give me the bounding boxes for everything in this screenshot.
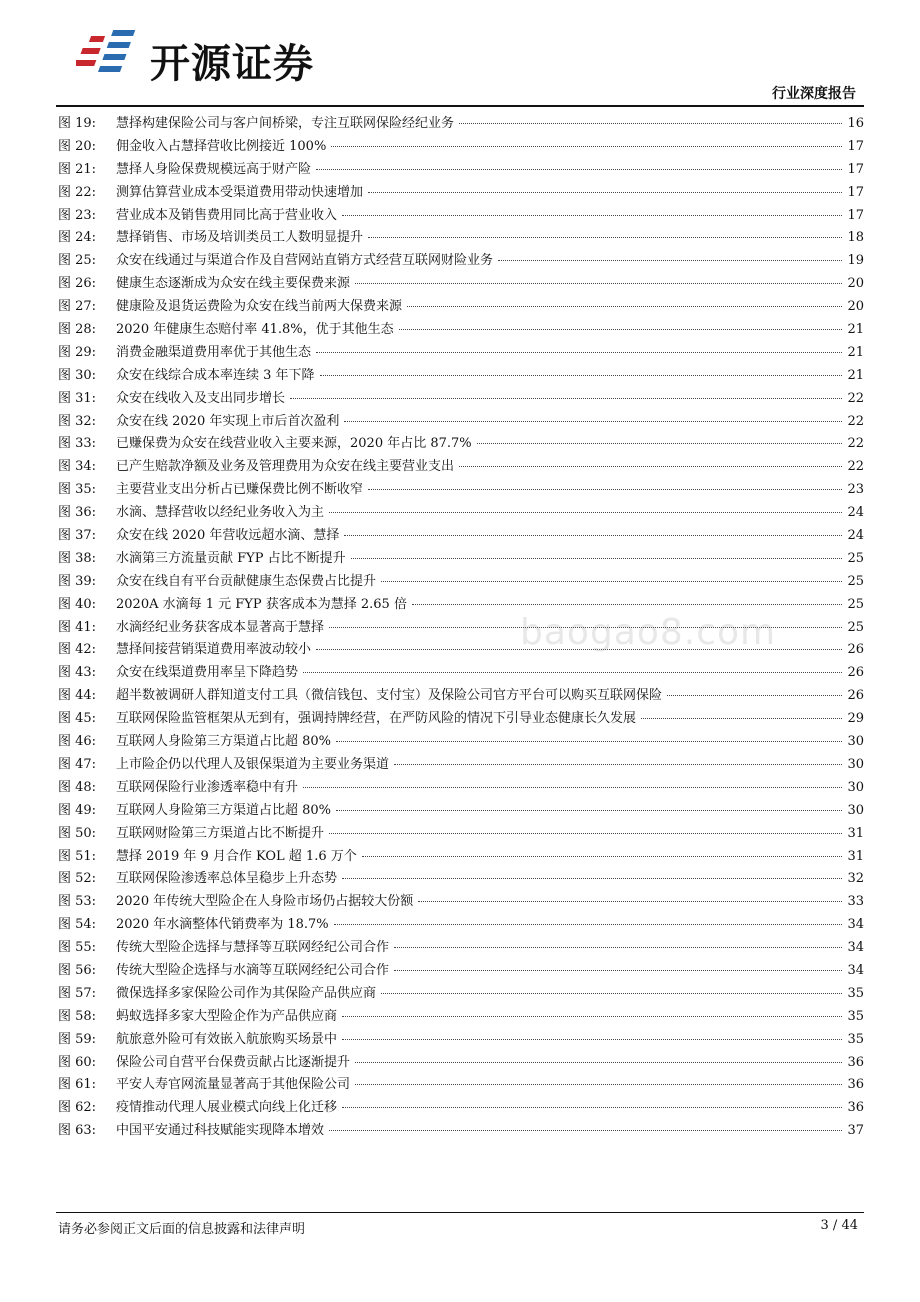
figure-label: 图 61: <box>58 1077 97 1093</box>
brand-logo <box>76 28 376 87</box>
dot-leader <box>394 764 842 765</box>
figure-page-number: 26 <box>847 688 864 704</box>
toc-entry[interactable] <box>58 891 864 914</box>
figure-label: 图 45: <box>58 711 97 727</box>
figure-label: 图 56: <box>58 962 97 978</box>
figure-title: 互联网保险监管框架从无到有，强调持牌经营，在严防风险的情况下引导业态健康长久发展 <box>116 711 637 727</box>
figure-title: 蚂蚁选择多家大型险企作为产品供应商 <box>116 1008 338 1024</box>
toc-entry[interactable] <box>58 296 864 319</box>
toc-entry[interactable] <box>58 182 864 205</box>
figure-label: 图 25: <box>58 253 97 269</box>
figure-title: 慧择构建保险公司与客户间桥梁，专注互联网保险经纪业务 <box>116 116 455 131</box>
dot-leader <box>355 1084 842 1085</box>
dot-leader <box>342 878 842 879</box>
figure-title: 消费金融渠道费用率优于其他生态 <box>116 344 312 360</box>
figure-title: 水滴、慧择营收以经纪业务收入为主 <box>116 505 325 521</box>
figure-title: 慧择销售、市场及培训类员工人数明显提升 <box>116 230 364 246</box>
dot-leader <box>344 535 842 536</box>
toc-entry[interactable] <box>58 1120 864 1143</box>
figure-title: 互联网人身险第三方渠道占比超 80% <box>116 734 332 750</box>
figure-label: 图 48: <box>58 779 97 795</box>
figure-title: 已赚保费为众安在线营业收入主要来源，2020 年占比 87.7% <box>116 436 472 452</box>
toc-entry[interactable] <box>58 960 864 983</box>
figure-label: 图 32: <box>58 413 97 429</box>
footer-divider <box>56 1212 864 1213</box>
figure-title: 水滴第三方流量贡献 FYP 占比不断提升 <box>116 550 346 566</box>
figure-page-number: 31 <box>847 848 864 864</box>
toc-entry[interactable] <box>58 227 864 250</box>
dot-leader <box>316 169 842 170</box>
toc-entry[interactable] <box>58 113 864 136</box>
dot-leader <box>351 558 843 559</box>
figure-title: 2020 年健康生态赔付率 41.8%，优于其他生态 <box>116 322 394 338</box>
toc-entry[interactable] <box>58 388 864 411</box>
dot-leader <box>368 237 842 238</box>
toc-entry[interactable] <box>58 548 864 571</box>
figure-title: 测算估算营业成本受渠道费用带动快速增加 <box>116 184 364 200</box>
figure-page-number: 17 <box>847 161 864 177</box>
figure-page-number: 20 <box>847 276 864 292</box>
figure-label: 图 24: <box>58 230 97 246</box>
dot-leader <box>394 970 842 971</box>
brand-name: 开源证券 <box>150 41 314 87</box>
figure-label: 图 62: <box>58 1100 97 1116</box>
toc-entry[interactable] <box>58 502 864 525</box>
dot-leader <box>381 993 842 994</box>
figure-label: 图 40: <box>58 596 97 612</box>
figure-page-number: 22 <box>847 436 864 452</box>
dot-leader <box>498 260 842 261</box>
dot-leader <box>329 833 842 834</box>
figure-page-number: 36 <box>847 1100 864 1116</box>
figure-label: 图 35: <box>58 482 97 498</box>
dot-leader <box>477 443 843 444</box>
figure-label: 图 54: <box>58 917 97 933</box>
figure-page-number: 26 <box>847 665 864 681</box>
figure-title: 已产生赔款净额及业务及管理费用为众安在线主要营业支出 <box>116 459 455 475</box>
figure-page-number: 34 <box>847 940 864 956</box>
toc-entry[interactable] <box>58 571 864 594</box>
figure-page-number: 25 <box>847 573 864 589</box>
figure-title: 互联网保险行业渗透率稳中有升 <box>116 779 299 795</box>
figure-page-number: 30 <box>847 802 864 818</box>
report-type-label: 行业深度报告 <box>772 86 856 102</box>
figure-label: 图 23: <box>58 207 97 223</box>
figure-label: 图 43: <box>58 665 97 681</box>
figure-label: 图 36: <box>58 505 97 521</box>
toc-entry[interactable] <box>58 1006 864 1029</box>
toc-entry[interactable] <box>58 708 864 731</box>
figure-page-number: 22 <box>847 390 864 406</box>
figure-title: 超半数被调研人群知道支付工具（微信钱包、支付宝）及保险公司官方平台可以购买互联网保险 <box>116 688 663 704</box>
toc-entry[interactable] <box>58 456 864 479</box>
figure-page-number: 24 <box>847 505 864 521</box>
figure-label: 图 50: <box>58 825 97 841</box>
dot-leader <box>344 421 842 422</box>
toc-entry[interactable] <box>58 914 864 937</box>
figure-label: 图 57: <box>58 985 97 1001</box>
figure-title: 传统大型险企选择与慧择等互联网经纪公司合作 <box>116 940 390 956</box>
figure-title: 慧择人身险保费规模远高于财产险 <box>116 161 312 177</box>
figure-label: 图 49: <box>58 802 97 818</box>
toc-entry[interactable] <box>58 1097 864 1120</box>
figure-title: 众安在线自有平台贡献健康生态保费占比提升 <box>116 573 377 589</box>
dot-leader <box>355 1062 842 1063</box>
toc-entry[interactable] <box>58 983 864 1006</box>
figure-label: 图 46: <box>58 734 97 750</box>
figure-title: 2020 年水滴整体代销费率为 18.7% <box>116 917 329 933</box>
figure-label: 图 42: <box>58 642 97 658</box>
figure-label: 图 39: <box>58 573 97 589</box>
figure-page-number: 30 <box>847 756 864 772</box>
figure-label: 图 31: <box>58 390 97 406</box>
toc-entry[interactable] <box>58 1074 864 1097</box>
dot-leader <box>412 604 842 605</box>
figure-page-number: 20 <box>847 299 864 315</box>
figure-title: 众安在线 2020 年营收远超水滴、慧择 <box>116 528 340 544</box>
figure-title: 健康生态逐渐成为众安在线主要保费来源 <box>116 276 351 292</box>
dot-leader <box>334 924 843 925</box>
toc-entry[interactable] <box>58 319 864 342</box>
figure-label: 图 28: <box>58 322 97 338</box>
figure-page-number: 29 <box>847 711 864 727</box>
page-number: 3 / 44 <box>820 1218 858 1233</box>
figure-title: 互联网保险渗透率总体呈稳步上升态势 <box>116 871 338 887</box>
dot-leader <box>459 123 842 124</box>
figure-title: 众安在线收入及支出同步增长 <box>116 390 286 406</box>
dot-leader <box>667 695 842 696</box>
figure-title: 水滴经纪业务获客成本显著高于慧择 <box>116 619 325 635</box>
figure-page-number: 21 <box>847 344 864 360</box>
figure-label: 图 53: <box>58 894 97 910</box>
dot-leader <box>407 306 842 307</box>
figure-page-number: 25 <box>847 619 864 635</box>
figure-label: 图 41: <box>58 619 97 635</box>
figure-page-number: 23 <box>847 482 864 498</box>
figure-label: 图 51: <box>58 848 97 864</box>
figure-label: 图 26: <box>58 276 97 292</box>
toc-entry[interactable] <box>58 662 864 685</box>
dot-leader <box>342 1016 842 1017</box>
figure-page-number: 26 <box>847 642 864 658</box>
figure-label: 图 37: <box>58 528 97 544</box>
figure-label: 图 44: <box>58 688 97 704</box>
figure-title: 微保选择多家保险公司作为其保险产品供应商 <box>116 985 377 1001</box>
figure-label: 图 47: <box>58 756 97 772</box>
figure-label: 图 19: <box>58 116 97 131</box>
dot-leader <box>368 192 842 193</box>
toc-entry[interactable] <box>58 342 864 365</box>
figure-label: 图 30: <box>58 367 97 383</box>
toc-entry[interactable] <box>58 823 864 846</box>
toc-entry[interactable] <box>58 846 864 869</box>
dot-leader <box>362 856 843 857</box>
figure-page-number: 17 <box>847 138 864 154</box>
figure-label: 图 60: <box>58 1054 97 1070</box>
dot-leader <box>336 810 842 811</box>
header-divider <box>56 105 864 107</box>
figure-label: 图 22: <box>58 184 97 200</box>
figure-title: 营业成本及销售费用同比高于营业收入 <box>116 207 338 223</box>
figure-page-number: 21 <box>847 322 864 338</box>
footer-disclaimer: 请务必参阅正文后面的信息披露和法律声明 <box>58 1222 306 1237</box>
toc-entry[interactable] <box>58 433 864 456</box>
figure-label: 图 21: <box>58 161 97 177</box>
figure-title: 健康险及退货运费险为众安在线当前两大保费来源 <box>116 299 403 315</box>
figure-title: 2020 年传统大型险企在人身险市场仍占据较大份额 <box>116 894 414 910</box>
watermark: baogao8.com <box>520 612 777 653</box>
dot-leader <box>342 215 842 216</box>
figure-page-number: 22 <box>847 459 864 475</box>
figure-page-number: 34 <box>847 917 864 933</box>
figure-page-number: 30 <box>847 734 864 750</box>
toc-entry[interactable] <box>58 685 864 708</box>
dot-leader <box>355 283 842 284</box>
figure-title: 佣金收入占慧择营收比例接近 100% <box>116 138 327 154</box>
figure-label: 图 34: <box>58 459 97 475</box>
figure-title: 互联网财险第三方渠道占比不断提升 <box>116 825 325 841</box>
figure-page-number: 25 <box>847 550 864 566</box>
dot-leader <box>329 512 842 513</box>
dot-leader <box>368 489 842 490</box>
figure-title: 众安在线通过与渠道合作及自营网站直销方式经营互联网财险业务 <box>116 253 494 269</box>
figure-label: 图 20: <box>58 138 97 154</box>
figure-label: 图 63: <box>58 1123 97 1139</box>
figure-title: 众安在线综合成本率连续 3 年下降 <box>116 367 315 383</box>
toc-entry[interactable] <box>58 159 864 182</box>
toc-entry[interactable] <box>58 525 864 548</box>
toc-entry[interactable] <box>58 136 864 159</box>
dot-leader <box>331 146 842 147</box>
figure-title: 众安在线 2020 年实现上市后首次盈利 <box>116 413 340 429</box>
dot-leader <box>342 1039 842 1040</box>
toc-entry[interactable] <box>58 800 864 823</box>
figure-label: 图 58: <box>58 1008 97 1024</box>
figure-page-number: 36 <box>847 1077 864 1093</box>
figure-label: 图 33: <box>58 436 97 452</box>
toc-entry[interactable] <box>58 273 864 296</box>
figure-title: 传统大型险企选择与水滴等互联网经纪公司合作 <box>116 962 390 978</box>
figure-title: 平安人寿官网流量显著高于其他保险公司 <box>116 1077 351 1093</box>
toc-entry[interactable] <box>58 205 864 228</box>
figure-page-number: 30 <box>847 779 864 795</box>
figure-page-number: 35 <box>847 985 864 1001</box>
figure-page-number: 24 <box>847 528 864 544</box>
toc-entry[interactable] <box>58 411 864 434</box>
figure-page-number: 31 <box>847 825 864 841</box>
logo-mark-icon <box>76 28 140 84</box>
figure-page-number: 32 <box>847 871 864 887</box>
toc-entry[interactable] <box>58 250 864 273</box>
dot-leader <box>316 352 842 353</box>
figure-title: 中国平安通过科技赋能实现降本增效 <box>116 1123 325 1139</box>
dot-leader <box>320 375 843 376</box>
figure-label: 图 29: <box>58 344 97 360</box>
dot-leader <box>418 901 842 902</box>
figure-page-number: 36 <box>847 1054 864 1070</box>
dot-leader <box>303 787 842 788</box>
figure-page-number: 33 <box>847 894 864 910</box>
toc-entry[interactable] <box>58 731 864 754</box>
figure-title: 慧择 2019 年 9 月合作 KOL 超 1.6 万个 <box>116 848 357 864</box>
figure-page-number: 34 <box>847 962 864 978</box>
toc-entry[interactable] <box>58 479 864 502</box>
dot-leader <box>459 466 842 467</box>
figure-page-number: 22 <box>847 413 864 429</box>
figure-page-number: 37 <box>847 1123 864 1139</box>
figure-title: 互联网人身险第三方渠道占比超 80% <box>116 802 332 818</box>
toc-entry[interactable] <box>58 1052 864 1075</box>
toc-entry[interactable] <box>58 868 864 891</box>
dot-leader <box>303 672 842 673</box>
figure-page-number: 21 <box>847 367 864 383</box>
dot-leader <box>394 947 842 948</box>
dot-leader <box>329 1130 842 1131</box>
figure-title: 2020A 水滴每 1 元 FYP 获客成本为慧择 2.65 倍 <box>116 596 407 612</box>
figure-page-number: 17 <box>847 207 864 223</box>
toc-entry[interactable] <box>58 365 864 388</box>
figure-page-number: 17 <box>847 184 864 200</box>
figure-page-number: 16 <box>847 116 864 131</box>
figure-title: 航旅意外险可有效嵌入航旅购买场景中 <box>116 1031 338 1047</box>
toc-entry[interactable] <box>58 1029 864 1052</box>
dot-leader <box>290 398 842 399</box>
toc-entry[interactable] <box>58 777 864 800</box>
figure-title: 保险公司自营平台保费贡献占比逐渐提升 <box>116 1054 351 1070</box>
figure-label: 图 52: <box>58 871 97 887</box>
figure-label: 图 59: <box>58 1031 97 1047</box>
figure-title: 众安在线渠道费用率呈下降趋势 <box>116 665 299 681</box>
toc-entry[interactable] <box>58 754 864 777</box>
figure-page-number: 25 <box>847 596 864 612</box>
toc-entry[interactable] <box>58 937 864 960</box>
figure-page-number: 19 <box>847 253 864 269</box>
figure-page-number: 35 <box>847 1031 864 1047</box>
figure-page-number: 18 <box>847 230 864 246</box>
figure-title: 慧择间接营销渠道费用率波动较小 <box>116 642 312 658</box>
figure-label: 图 38: <box>58 550 97 566</box>
figure-title: 主要营业支出分析占已赚保费比例不断收窄 <box>116 482 364 498</box>
figure-page-number: 35 <box>847 1008 864 1024</box>
dot-leader <box>381 581 842 582</box>
figure-label: 图 27: <box>58 299 97 315</box>
figure-title: 上市险企仍以代理人及银保渠道为主要业务渠道 <box>116 756 390 772</box>
figure-label: 图 55: <box>58 940 97 956</box>
dot-leader <box>399 329 843 330</box>
dot-leader <box>336 741 842 742</box>
figure-title: 疫情推动代理人展业模式向线上化迁移 <box>116 1100 338 1116</box>
dot-leader <box>342 1107 842 1108</box>
dot-leader <box>641 718 842 719</box>
